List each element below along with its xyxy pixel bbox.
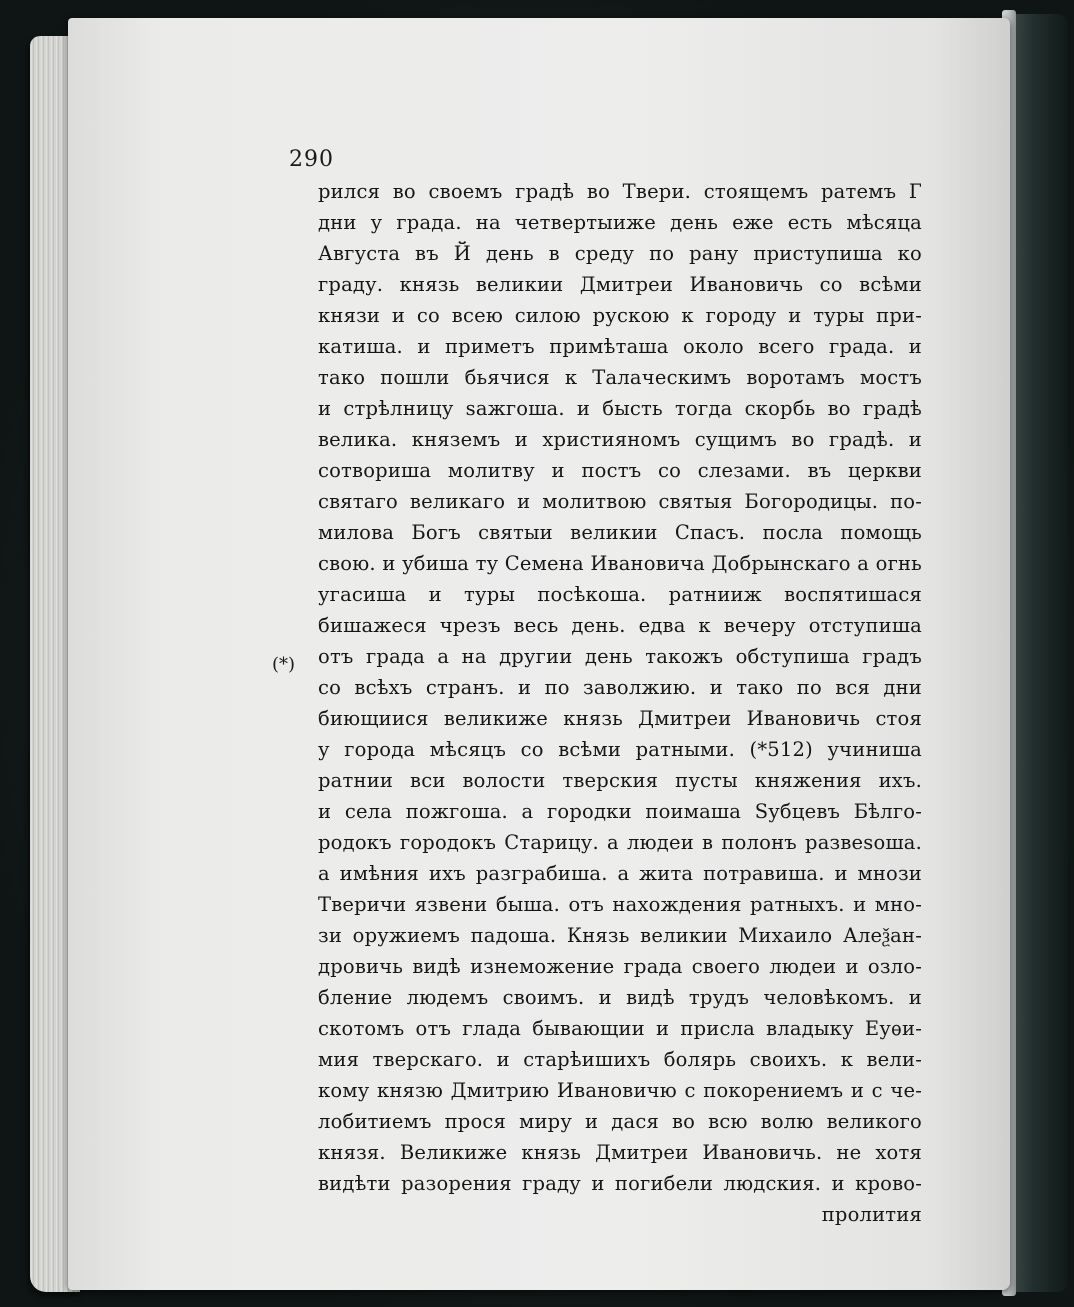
text-line: дни у града. на четвертыиже день еже есть мѣсяца <box>318 211 922 234</box>
text-line: а имѣния ихъ разграбиша. а жита потравиша. и мнози <box>318 862 922 885</box>
text-line: велика. княземъ и християномъ сущимъ во градѣ. и <box>318 428 922 451</box>
text-line: свою. и убиша ту Семена Ивановича Добрынскаго а огнь <box>318 552 922 575</box>
text-line: катиша. и приметъ примѣташа около всего града. и <box>318 335 922 358</box>
text-line: князя. Великиже князь Дмитреи Ивановичь. не хотя <box>318 1141 922 1164</box>
margin-note-marker: (*) <box>272 654 296 675</box>
text-line: зи оружиемъ падоша. Князь великии Михаило Алеѯан- <box>318 924 922 947</box>
page-number: 290 <box>289 147 334 172</box>
text-line: рился во своемъ градѣ во Твери. стоящемъ ратемъ Г <box>318 180 922 203</box>
text-line: граду. князь великии Дмитреи Ивановичь со всѣми <box>318 273 922 296</box>
text-line: Тверичи язвени быша. отъ нахождения ратныхъ. и мно- <box>318 893 922 916</box>
text-line: Августа въ Й день в среду по рану приступиша ко <box>318 242 922 265</box>
text-line: родокъ городокъ Старицу. а людеи в полонъ развеsоша. <box>318 831 922 854</box>
text-line: со всѣхъ странъ. и по заволжию. и тако по вся дни <box>318 676 922 699</box>
text-line: и стрѣлницу sажгоша. и бысть тогда скорбь во градѣ <box>318 397 922 420</box>
text-line: у города мѣсяцъ со всѣми ратными. (*512) учиниша <box>318 738 922 761</box>
text-line: бишажеся чрезъ весь день. едва к вечеру отступиша <box>318 614 922 637</box>
text-line: князи и со всею силою рускою к городу и туры при- <box>318 304 922 327</box>
text-line: бление людемъ своимъ. и видѣ трудъ человѣкомъ. и <box>318 986 922 1009</box>
text-line: тако пошли бьячися к Талаческимъ воротамъ мостъ <box>318 366 922 389</box>
text-line: скотомъ отъ глада бывающии и присла владыку Еуѳи- <box>318 1017 922 1040</box>
text-line: и села пожгоша. а городки поимаша Ѕубцевъ Бѣлго- <box>318 800 922 823</box>
text-line: святаго великаго и молитвою святыя Богородицы. по- <box>318 490 922 513</box>
text-line: биющиися великиже князь Дмитреи Ивановичь стоя <box>318 707 922 730</box>
text-line: лобитиемъ прося миру и дася во всю волю великого <box>318 1110 922 1133</box>
text-line: отъ града а на другии день такожъ обступиша градъ <box>318 645 922 668</box>
text-line: дровичь видѣ изнеможение града своего людеи и озло- <box>318 955 922 978</box>
text-line: кому князю Дмитрию Ивановичю с покорениемъ и с че- <box>318 1079 922 1102</box>
catchword: пролития <box>821 1203 922 1226</box>
text-line: видѣти разорения граду и погибели людския. и крово- <box>318 1172 922 1195</box>
text-line: милова Богъ святыи великии Спасъ. посла помощь <box>318 521 922 544</box>
text-line: мия тверскаго. и старѣишихъ болярь своихъ. к вели- <box>318 1048 922 1071</box>
text-line: ратнии вси волости тверския пусты княжения ихъ. <box>318 769 922 792</box>
text-line: сотвориша молитву и постъ со слезами. въ церкви <box>318 459 922 482</box>
text-line: угасиша и туры посѣкоша. ратнииж воспятишася <box>318 583 922 606</box>
